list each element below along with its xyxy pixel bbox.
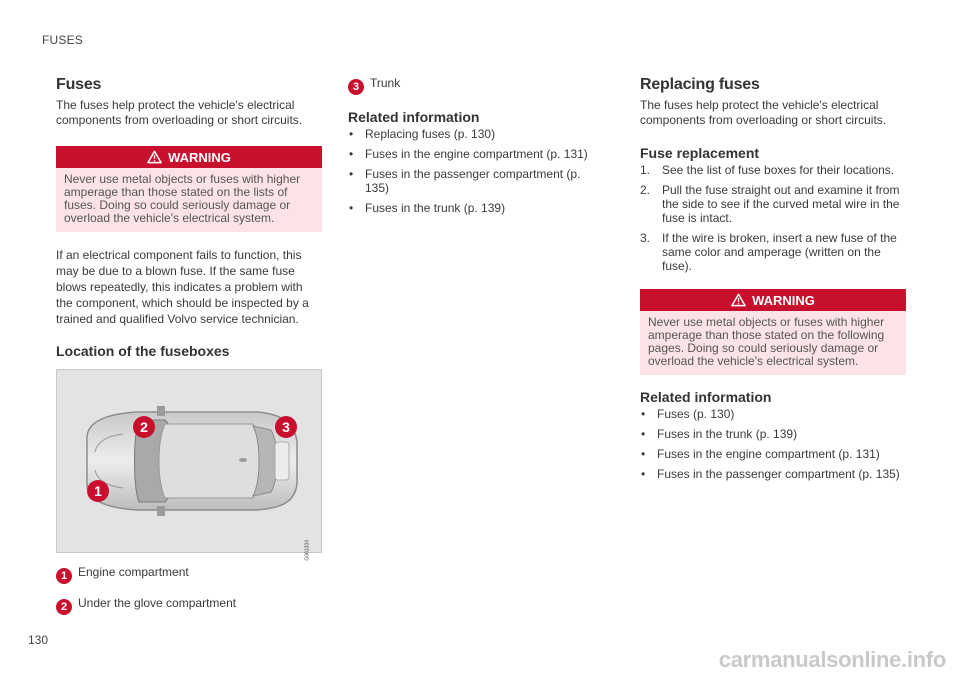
list-item[interactable]: • Fuses in the trunk (p. 139) [641,427,798,441]
caption-text: Under the glove compartment [78,596,237,610]
list-item[interactable]: • Fuses (p. 130) [641,407,735,421]
warning-triangle-icon [147,150,162,164]
caption-trunk [348,76,602,95]
running-header: FUSES [42,33,84,47]
callout-3: 3 [275,416,297,438]
related-info-list [348,127,602,215]
warning-label: WARNING [752,292,815,308]
step-item: 2. Pull the fuse straight out and examine it from the side to see if the curved metal wire in the fuse is intact. [640,183,900,225]
callout-2: 2 [133,416,155,438]
callout-1: 1 [87,480,109,502]
section-title-fuses: Fuses [56,76,102,93]
related-info-heading: Related information [348,109,480,125]
caption-glove-compartment [56,596,322,615]
warning-box [56,146,322,232]
caption-number: 1 [56,568,72,584]
warning-text: Never use metal objects or fuses with higher amperage than those stated on the lists of fuses. Doing so could seriously damage or overload the vehicle's electrical system. [56,168,322,232]
warning-box [640,289,906,375]
replacing-intro: The fuses help protect the vehicle's electrical components from overloading or short circuits. [640,98,887,127]
watermark: carmanualsonline.info [718,647,946,672]
list-item[interactable]: • Fuses in the trunk (p. 139) [349,201,506,215]
caption-number: 2 [56,599,72,615]
fuse-replacement-heading: Fuse replacement [640,145,760,161]
figure-id: G061334 [305,540,311,561]
related-info-heading: Related information [640,389,772,405]
column-continued [348,76,602,221]
warning-header [640,289,906,311]
replacement-steps [640,163,906,273]
caption-number: 3 [348,79,364,95]
location-heading: Location of the fuseboxes [56,343,230,359]
caption-text: Trunk [370,76,401,90]
warning-triangle-icon [731,293,746,307]
fuses-intro: The fuses help protect the vehicle's electrical components from overloading or short circuits. [56,98,303,127]
fuses-body: If an electrical component fails to function, this may be due to a blown fuse. If the same fuse blows repeatedly, this indicates a problem with the component, which should be inspected by a trained and qualified Volvo service technician. [56,248,309,326]
page-number: 130 [28,633,49,647]
car-top-view-illustration [57,370,321,552]
step-item: 1. See the list of fuse boxes for their locations. [640,163,895,177]
caption-text: Engine compartment [78,565,189,579]
column-replacing-fuses [640,76,906,487]
step-item: 3. If the wire is broken, insert a new fuse of the same color and amperage (written on the fuse). [640,231,897,273]
warning-text: Never use metal objects or fuses with higher amperage than those stated on the following pages. Doing so could seriously damage or overload the vehicle's electrical system. [640,311,906,375]
warning-label: WARNING [168,149,231,165]
list-item[interactable]: • Fuses in the engine compartment (p. 131) [641,447,880,461]
column-fuses [56,76,322,627]
list-item[interactable]: • Fuses in the engine compartment (p. 131) [349,147,588,161]
fusebox-location-figure [56,369,322,561]
caption-engine-compartment [56,565,322,584]
list-item[interactable]: • Fuses in the passenger compartment (p. 135) [349,167,581,195]
list-item[interactable]: • Replacing fuses (p. 130) [349,127,496,141]
warning-header [56,146,322,168]
list-item[interactable]: • Fuses in the passenger compartment (p. 135) [641,467,900,481]
section-title-replacing-fuses: Replacing fuses [640,76,760,93]
related-info-list [640,407,906,481]
